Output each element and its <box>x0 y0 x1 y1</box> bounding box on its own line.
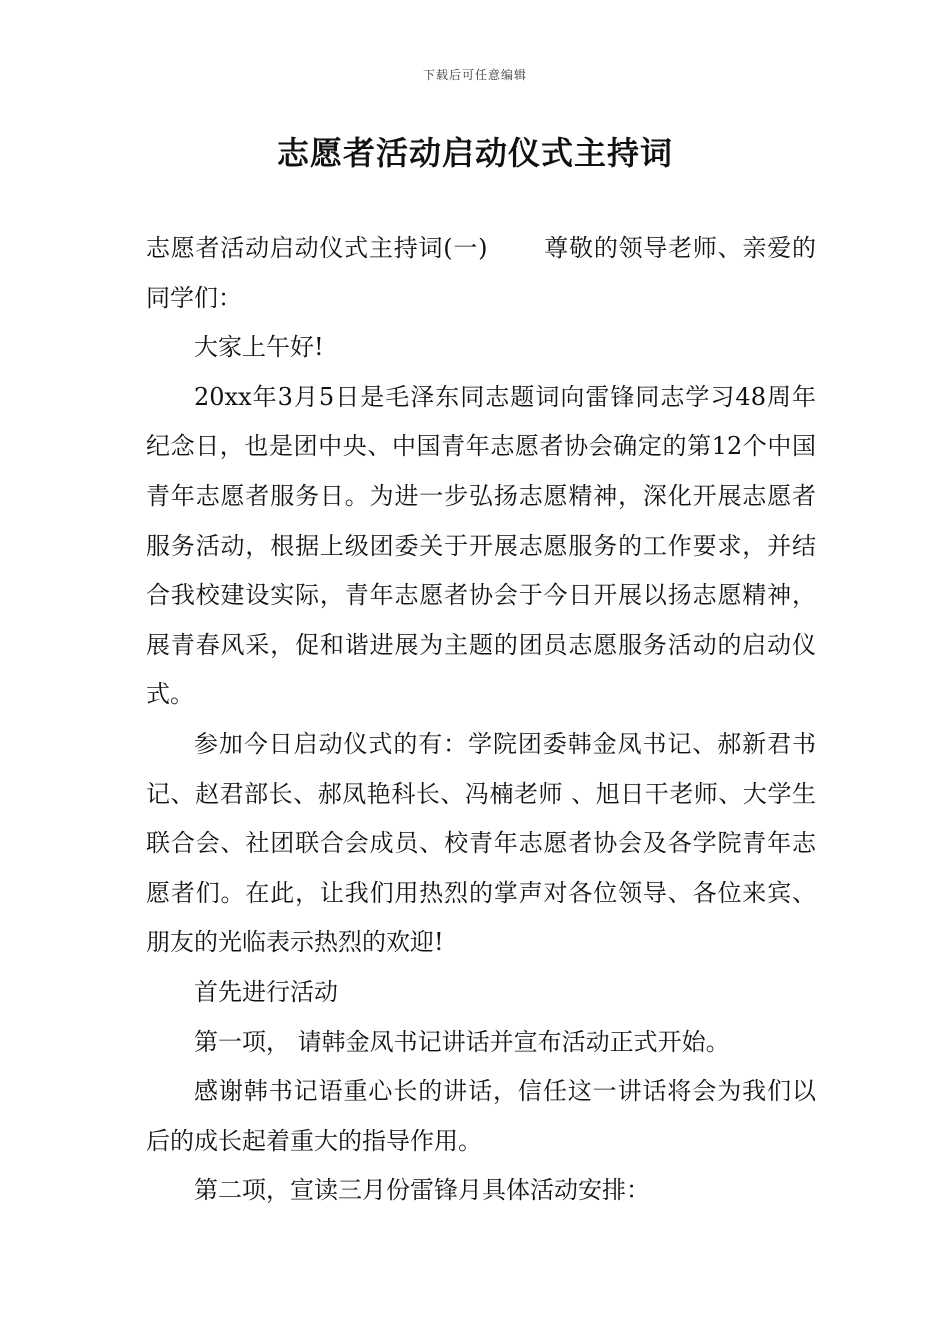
opening-paragraph <box>146 224 816 323</box>
document-body <box>146 224 816 1216</box>
background-paragraph: 20xx年3月5日是毛泽东同志题词向雷锋同志学习48周年纪念日，也是团中央、中国青年志愿者协会确定的第12个中国青年志愿者服务日。为进一步弘扬志愿精神，深化开展志愿者服务活动，根据上级团委关于开展志愿服务的工作要求，并结合我校建设实际，青年志愿者协会于今日开展以扬志愿精神，展青春风采，促和谐进展为主题的团员志愿服务活动的启动仪式。 <box>146 382 816 709</box>
document-title: 志愿者活动启动仪式主持词 <box>276 134 673 172</box>
header-note: 下载后可任意编辑 <box>422 68 527 82</box>
activity-start-paragraph: 首先进行活动 <box>194 977 338 1006</box>
attendees-paragraph: 参加今日启动仪式的有：学院团委韩金凤书记、郝新君书记、赵君部长、郝凤艳科长、冯楠老师 、旭日干老师、大学生联合会、社团联合会成员、校青年志愿者协会及各学院青年志愿者们。在此，让我们用热烈的掌声对各位领导、各位来宾、朋友的光临表示热烈的欢迎! <box>146 729 816 957</box>
salutation: 尊敬的领导老师、亲爱的同学们： <box>146 234 816 312</box>
item-one-paragraph: 第一项， 请韩金凤书记讲话并宣布活动正式开始。 <box>194 1027 730 1056</box>
item-two-paragraph: 第二项，宣读三月份雷锋月具体活动安排： <box>194 1176 650 1205</box>
greeting-paragraph: 大家上午好! <box>194 333 324 362</box>
thanks-paragraph: 感谢韩书记语重心长的讲话，信任这一讲话将会为我们以后的成长起着重大的指导作用。 <box>146 1077 816 1155</box>
section-heading: 志愿者活动启动仪式主持词(一) <box>146 234 488 262</box>
